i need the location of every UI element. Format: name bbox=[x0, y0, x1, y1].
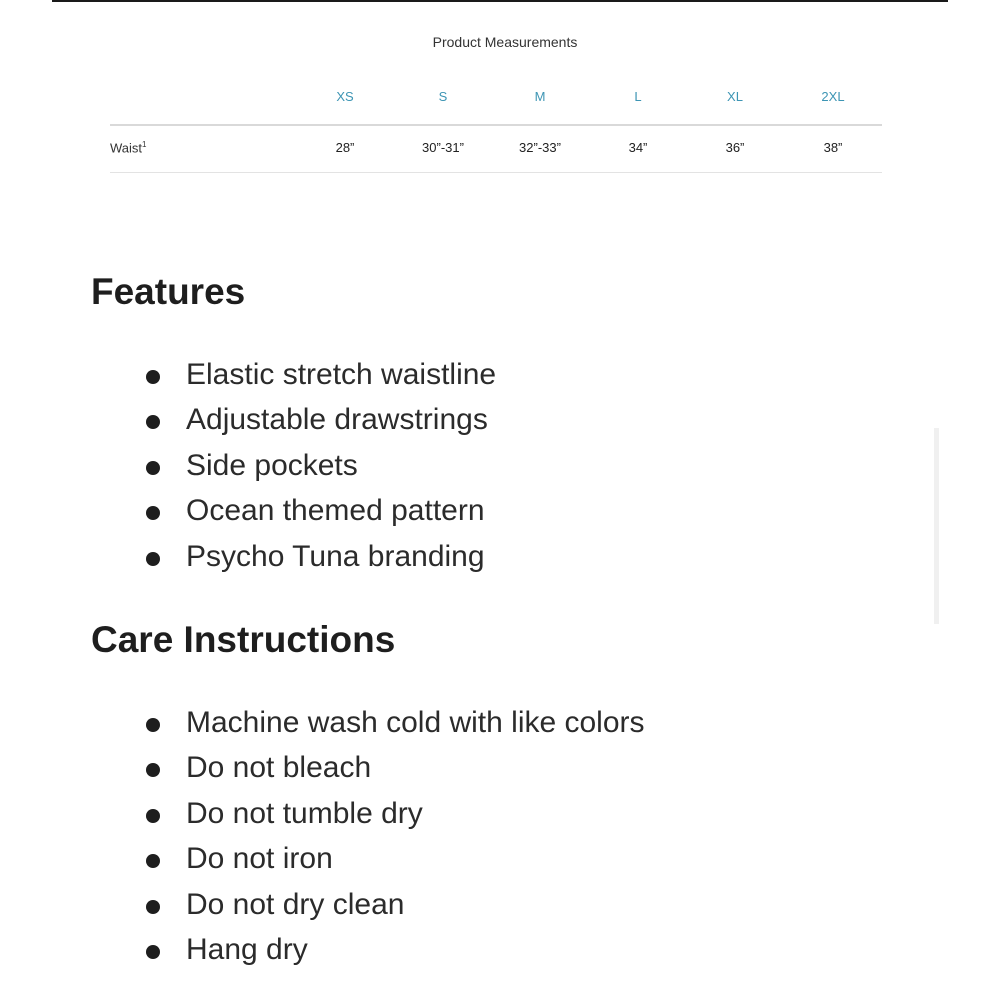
bullet-dot-icon bbox=[146, 370, 160, 384]
list-item bbox=[0, 796, 645, 844]
care-instructions-list bbox=[0, 708, 645, 980]
bullet-dot-icon bbox=[146, 900, 160, 914]
list-item bbox=[0, 360, 496, 405]
waist-value-xs: 28” bbox=[335, 140, 355, 155]
waist-row bbox=[110, 126, 882, 173]
care-text: Do not bleach bbox=[186, 751, 372, 785]
bullet-dot-icon bbox=[146, 415, 160, 429]
care-text: Machine wash cold with like colors bbox=[186, 706, 645, 739]
size-measurement-table bbox=[110, 80, 882, 173]
feature-text: Psycho Tuna branding bbox=[186, 539, 485, 573]
care-instructions-heading: Care Instructions bbox=[91, 619, 396, 660]
list-item bbox=[0, 496, 496, 541]
list-item bbox=[0, 753, 645, 798]
waist-value-l: 34” bbox=[628, 140, 648, 155]
care-text: Do not tumble dry bbox=[186, 796, 423, 830]
list-item bbox=[0, 448, 496, 496]
bullet-dot-icon bbox=[146, 763, 160, 777]
waist-value-xl: 36” bbox=[725, 140, 745, 155]
size-table-title: Product Measurements bbox=[432, 34, 578, 50]
size-header-2xl: 2XL bbox=[821, 89, 845, 104]
features-heading: Features bbox=[91, 271, 246, 312]
bullet-dot-icon bbox=[146, 945, 160, 959]
feature-text: Ocean themed pattern bbox=[186, 494, 485, 528]
size-header-l: L bbox=[634, 89, 642, 104]
care-text: Do not iron bbox=[186, 842, 333, 876]
features-list bbox=[0, 360, 496, 587]
list-item bbox=[0, 708, 645, 753]
care-text: Hang dry bbox=[186, 932, 308, 966]
waist-value-s: 30”-31” bbox=[422, 140, 464, 155]
bullet-dot-icon bbox=[146, 718, 160, 732]
waist-footnote-marker: 1 bbox=[142, 140, 147, 149]
top-divider bbox=[52, 0, 948, 2]
list-item bbox=[0, 844, 645, 889]
size-header-m: M bbox=[534, 89, 546, 104]
list-item bbox=[0, 539, 496, 587]
bullet-dot-icon bbox=[146, 552, 160, 566]
waist-value-2xl: 38” bbox=[823, 140, 843, 155]
size-header-xl: XL bbox=[727, 89, 743, 104]
size-header-xs: XS bbox=[336, 89, 354, 104]
list-item bbox=[0, 932, 645, 980]
list-item bbox=[0, 887, 645, 935]
waist-row-label bbox=[110, 140, 146, 155]
list-item bbox=[0, 405, 496, 450]
feature-text: Elastic stretch waistline bbox=[186, 358, 497, 391]
scrollbar-track[interactable] bbox=[934, 428, 939, 624]
bullet-dot-icon bbox=[146, 854, 160, 868]
bullet-dot-icon bbox=[146, 809, 160, 823]
waist-value-m: 32”-33” bbox=[519, 140, 561, 155]
feature-text: Adjustable drawstrings bbox=[186, 403, 488, 437]
size-header-row bbox=[110, 80, 882, 126]
size-header-s: S bbox=[438, 89, 448, 104]
feature-text: Side pockets bbox=[186, 448, 358, 482]
bullet-dot-icon bbox=[146, 461, 160, 475]
care-text: Do not dry clean bbox=[186, 887, 405, 921]
bullet-dot-icon bbox=[146, 506, 160, 520]
waist-label-text: Waist bbox=[110, 140, 143, 156]
